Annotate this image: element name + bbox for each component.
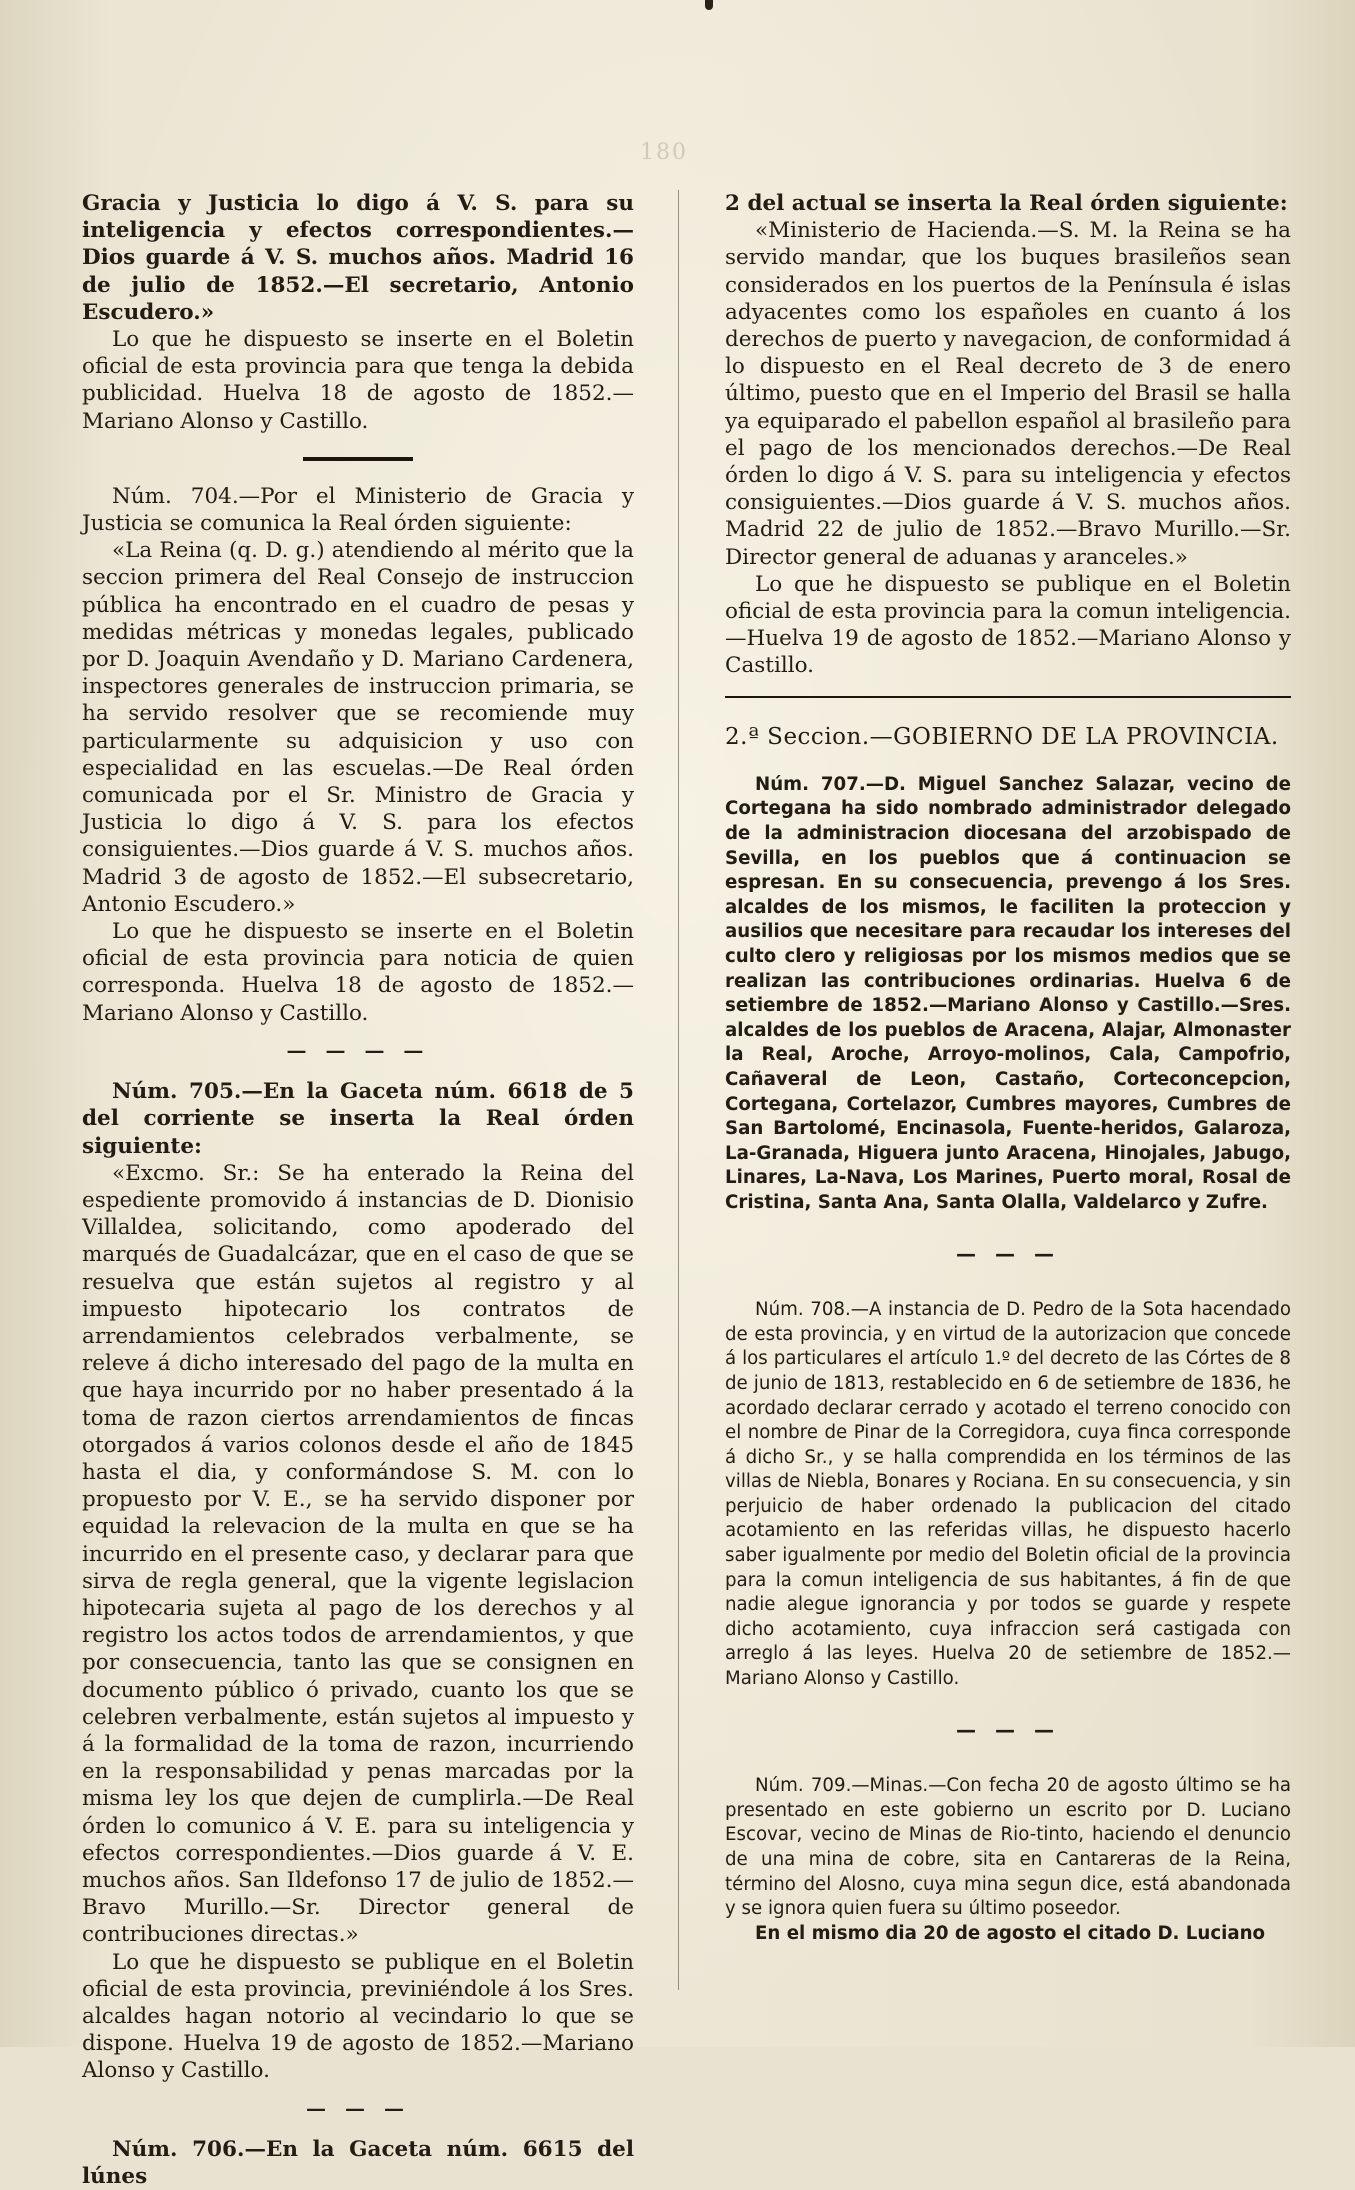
dash-separator: — — — — bbox=[286, 1037, 430, 1062]
item-709-continued: En el mismo dia 20 de agosto el citado D. Luciano bbox=[755, 1922, 1266, 1944]
right-paragraph-1: 2 del actual se inserta la Real órden siguiente: bbox=[725, 191, 1288, 216]
thick-separator bbox=[303, 457, 413, 461]
top-edge-mark bbox=[705, 0, 713, 10]
dash-separator: — — — bbox=[306, 2095, 410, 2120]
section-title: 2.ª Seccion.—GOBIERNO DE LA PROVINCIA. bbox=[725, 723, 1279, 750]
right-paragraph-2: «Ministerio de Hacienda.—S. M. la Reina se ha servido mandar, que los buques brasileños sean considerados en los puertos de la Península é islas adyacentes como los españoles en cuanto á los derechos de puerto y navegacion, de conformidad á lo dispuesto en el Real decreto de 3 de enero último, puesto que en el Imperio del Brasil se halla ya equiparado el pabellon español al brasileño para el pago de los mencionados derechos.—De Real órden lo digo á V. S. para su inteligencia y efectos consiguientes.—Dios guarde á V. S. muchos años. Madrid 22 de julio de 1852.—Bravo Murillo.—Sr. Director general de aduanas y aranceles.» bbox=[725, 218, 1291, 570]
item-707: Núm. 707.—D. Miguel Sanchez Salazar, vecino de Cortegana ha sido nombrado administrador delegado de la administracion diocesana del arzobispado de Sevilla, en los pueblos que á continuacion se espresan. En su consecuencia, prevengo á los Sres. alcaldes de los mismos, le faciliten la proteccion y ausilios que necesitare para recaudar los intereses del culto clero y religiosas por los mismos medios que se realizan las contribuciones ordinarias. Huelva 6 de setiembre de 1852.—Mariano Alonso y Castillo.—Sres. alcaldes de los pueblos de Aracena, Alajar, Almonaster la Real, Aroche, Arroyo-molinos, Cala, Campofrio, Cañaveral de Leon, Castaño, Corteconcepcion, Cortegana, Cortelazor, Cumbres mayores, Cumbres de San Bartolomé, Encinasola, Fuente-heridos, Galaroza, La-Granada, Higuera junto Aracena, Hinojales, Jabugo, Linares, La-Nava, Los Marines, Puerto moral, Rosal de Cristina, Santa Ana, Santa Olalla, Valdelarco y Zufre. bbox=[725, 773, 1291, 1213]
left-paragraph-1: Gracia y Justicia lo digo á V. S. para su inteligencia y efectos correspondientes.—Dios guarde á V. S. muchos años. Madrid 16 de julio de 1852.—El secretario, Antonio Escudero.» bbox=[82, 191, 634, 325]
dash-separator: — — — bbox=[956, 1717, 1060, 1742]
left-column bbox=[82, 190, 634, 2190]
item-708: Núm. 708.—A instancia de D. Pedro de la Sota hacendado de esta provincia, y en virtud de la autorizacion que concede á los particulares el artículo 1.º del decreto de las Córtes de 8 de junio de 1813, restablecido en 6 de setiembre de 1836, he acordado declarar cerrado y acotado el terreno conocido con el nombre de Pinar de la Corregidora, cuya finca corresponde á dicho Sr., y se halla comprendida en los términos de las villas de Niebla, Bonares y Rociana. En su consecuencia, y sin perjuicio de haber ordenado la publicacion del citado acotamiento en las referidas villas, he dispuesto hacerlo saber igualmente por medio del Boletin oficial de la provincia para la comun inteligencia de sus habitantes, á fin de que nadie alegue ignorancia y por todos se guarde y respete dicho acotamiento, cuya infraccion será castigada con arreglo á las leyes. Huelva 20 de setiembre de 1852.—Mariano Alonso y Castillo. bbox=[725, 1299, 1291, 1690]
item-704-footer: Lo que he dispuesto se inserte en el Boletin oficial de esta provincia para noticia de quien corresponda. Huelva 18 de agosto de 1852.—Mariano Alonso y Castillo. bbox=[82, 919, 634, 1026]
item-704-body: «La Reina (q. D. g.) atendiendo al mérito que la seccion primera del Real Consejo de instruccion pública ha encontrado en el cuadro de pesas y medidas métricas y monedas legales, publicado por D. Joaquin Avendaño y D. Mariano Cardenera, inspectores generales de instruccion primaria, se ha servido resolver que se recomiende muy particularmente su adquisicion y uso con especialidad en las escuelas.—De Real órden comunicada por el Sr. Ministro de Gracia y Justicia lo digo á V. S. para los efectos consiguientes.—Dios guarde á V. S. muchos años. Madrid 3 de agosto de 1852.—El subsecretario, Antonio Escudero.» bbox=[82, 538, 634, 917]
section-separator bbox=[725, 696, 1291, 698]
dash-separator: — — — bbox=[956, 1241, 1060, 1266]
item-706-heading: Núm. 706.—En la Gaceta núm. 6615 del lúnes bbox=[82, 2136, 634, 2190]
item-704-heading: Núm. 704.—Por el Ministerio de Gracia y Justicia se comunica la Real órden siguiente: bbox=[82, 483, 634, 537]
item-705-footer: Lo que he dispuesto se publique en el Boletin oficial de esta provincia, previniéndole á los Sres. alcaldes hagan notorio al vecindario lo que se dispone. Huelva 19 de agosto de 1852.—Mariano Alonso y Castillo. bbox=[82, 1949, 634, 2084]
page-number: 180 bbox=[640, 140, 688, 165]
left-paragraph-2: Lo que he dispuesto se inserte en el Boletin oficial de esta provincia para que tenga la debida publicidad. Huelva 18 de agosto de 1852.—Mariano Alonso y Castillo. bbox=[82, 327, 634, 434]
column-divider bbox=[678, 190, 679, 1990]
item-705-heading: Núm. 705.—En la Gaceta núm. 6618 de 5 del corriente se inserta la Real órden siguiente: bbox=[82, 1079, 634, 1159]
right-paragraph-3: Lo que he dispuesto se publique en el Boletin oficial de esta provincia para la comun inteligencia.—Huelva 19 de agosto de 1852.—Mariano Alonso y Castillo. bbox=[725, 571, 1291, 679]
right-column bbox=[725, 190, 1291, 1946]
right-lower-block bbox=[725, 773, 1291, 1947]
item-705-body: «Excmo. Sr.: Se ha enterado la Reina del espediente promovido á instancias de D. Dionisio Villaldea, solicitando, como apoderado del marqués de Guadalcázar, que en el caso de que se resuelva que están sujetos al registro y al impuesto hipotecario los contratos de arrendamientos celebrados verbalmente, se releve á dicho interesado del pago de la multa en que haya incurrido por no haber presentado á la toma de razon ciertos arrendamientos de fincas otorgados á varios colonos desde el año de 1845 hasta el dia, y conformándose S. M. con lo propuesto por V. E., se ha servido disponer por equidad la relevacion de la multa en que se ha incurrido en el presente caso, y declarar para que sirva de regla general, que la vigente legislacion hipotecaria sujeta al pago de los derechos y al registro los actos todos de arrendamientos, y que por consecuencia, tanto las que se consignen en documento público ó privado, cuanto los que se celebren verbalmente, están sujetos al impuesto y á la formalidad de la toma de razon, incurriendo en la responsabilidad y penas marcadas por la misma ley los que dejen de cumplirla.—De Real órden lo comunico á V. E. para su inteligencia y efectos correspondientes.—Dios guarde á V. E. muchos años. San Ildefonso 17 de julio de 1852.—Bravo Murillo.—Sr. Director general de contribuciones directas.» bbox=[82, 1160, 634, 1948]
item-709: Núm. 709.—Minas.—Con fecha 20 de agosto último se ha presentado en este gobierno un escrito por D. Luciano Escovar, vecino de Minas de Rio-tinto, haciendo el denuncio de una mina de cobre, sita en Cantareras de la Reina, término del Alosno, cuya mina segun dice, está abandonada y se ignora quien fuera su último poseedor. bbox=[725, 1775, 1291, 1920]
